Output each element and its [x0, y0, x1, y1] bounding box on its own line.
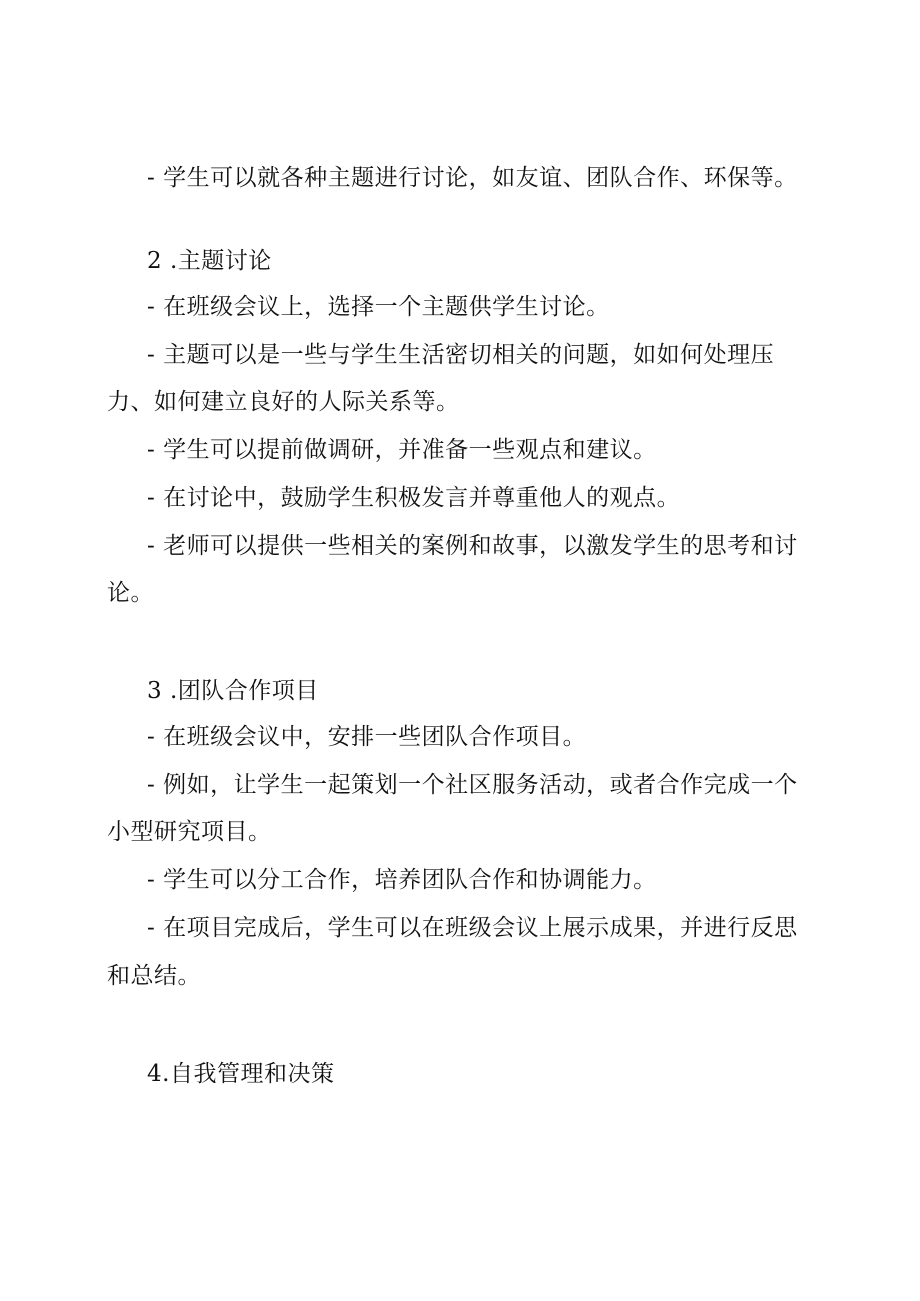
body-line: 和总结。: [107, 963, 201, 989]
section-heading: 4.自我管理和决策: [147, 1061, 335, 1087]
body-line: - 在班级会议上，选择一个主题供学生讨论。: [147, 294, 610, 320]
section-heading: 3 .团队合作项目: [147, 678, 319, 704]
section-heading: 2 .主题讨论: [147, 248, 272, 274]
body-line: - 老师可以提供一些相关的案例和故事，以激发学生的思考和讨: [147, 533, 798, 559]
body-line: - 例如，让学生一起策划一个社区服务活动，或者合作完成一个: [147, 772, 798, 798]
body-line: - 主题可以是一些与学生生活密切相关的问题，如如何处理压: [147, 342, 775, 368]
body-line: 力、如何建立良好的人际关系等。: [107, 389, 460, 415]
body-line: - 学生可以就各种主题进行讨论，如友谊、团队合作、环保等。: [147, 165, 798, 191]
body-line: - 学生可以提前做调研，并准备一些观点和建议。: [147, 437, 657, 463]
body-line: - 学生可以分工合作，培养团队合作和协调能力。: [147, 867, 657, 893]
body-line: 小型研究项目。: [107, 819, 272, 845]
body-line: - 在班级会议中，安排一些团队合作项目。: [147, 724, 587, 750]
body-line: - 在讨论中，鼓励学生积极发言并尊重他人的观点。: [147, 485, 681, 511]
body-line: - 在项目完成后，学生可以在班级会议上展示成果，并进行反思: [147, 915, 798, 941]
body-line: 论。: [107, 580, 154, 606]
